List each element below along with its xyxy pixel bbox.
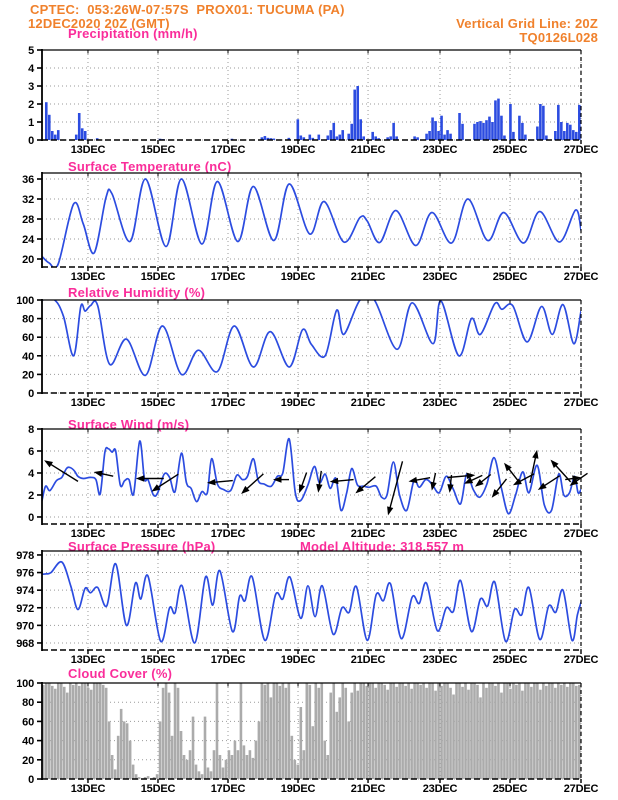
- x-tick-label: 17DEC: [210, 783, 246, 795]
- y-tick-label: 24: [22, 234, 34, 246]
- x-tick-label: 13DEC: [70, 783, 106, 795]
- y-tick-label: 3: [28, 81, 34, 93]
- surface-temperature-series: [42, 179, 581, 268]
- x-tick-label: 27DEC: [563, 271, 599, 283]
- x-tick-label: 15DEC: [140, 654, 176, 666]
- x-tick-label: 17DEC: [210, 654, 246, 666]
- y-tick-label: 4: [28, 63, 34, 75]
- x-tick-label: 23DEC: [422, 783, 458, 795]
- x-tick-label: 19DEC: [280, 528, 316, 540]
- x-tick-label: 17DEC: [210, 528, 246, 540]
- x-tick-label: 27DEC: [563, 144, 599, 156]
- y-tick-label: 60: [22, 332, 34, 345]
- y-tick-label: 28: [22, 214, 34, 226]
- y-tick-label: 40: [22, 735, 34, 748]
- x-tick-label: 27DEC: [563, 397, 599, 409]
- x-tick-label: 15DEC: [140, 271, 176, 283]
- y-tick-label: 8: [28, 424, 34, 436]
- y-tick-label: 80: [22, 697, 34, 710]
- y-tick-label: 978: [16, 549, 34, 562]
- panel-precipitation: [28, 45, 598, 156]
- x-tick-label: 13DEC: [70, 654, 106, 666]
- x-tick-label: 23DEC: [422, 654, 458, 666]
- panel-surface-wind: [28, 424, 598, 540]
- x-tick-label: 17DEC: [210, 271, 246, 283]
- x-tick-label: 27DEC: [563, 528, 599, 540]
- x-tick-label: 17DEC: [210, 144, 246, 156]
- x-tick-label: 25DEC: [492, 654, 528, 666]
- panel-title-surface-temperature: Surface Temperature (nC): [68, 159, 232, 174]
- y-tick-label: 968: [16, 637, 34, 650]
- y-tick-label: 0: [28, 388, 34, 400]
- panel-title-surface-pressure: Surface Pressure (hPa): [68, 539, 216, 554]
- model-altitude-label: Model Altitude: 318.557 m: [300, 539, 465, 554]
- y-tick-label: 0: [28, 774, 34, 786]
- surface-pressure-series: [42, 562, 581, 643]
- x-tick-label: 15DEC: [140, 783, 176, 795]
- y-tick-label: 0: [28, 135, 34, 147]
- cloud-cover-series: [42, 683, 581, 779]
- x-tick-label: 15DEC: [140, 528, 176, 540]
- x-tick-label: 19DEC: [280, 144, 316, 156]
- x-tick-label: 23DEC: [422, 397, 458, 409]
- relative-humidity-series: [42, 295, 581, 376]
- x-tick-label: 17DEC: [210, 397, 246, 409]
- x-tick-label: 13DEC: [70, 528, 106, 540]
- y-tick-label: 20: [22, 369, 34, 382]
- x-tick-label: 15DEC: [140, 397, 176, 409]
- x-tick-label: 21DEC: [350, 397, 386, 409]
- y-tick-label: 100: [16, 678, 34, 690]
- x-tick-label: 21DEC: [350, 783, 386, 795]
- y-tick-label: 60: [22, 716, 34, 729]
- panel-title-surface-wind: Surface Wind (m/s): [68, 417, 190, 432]
- panel-title-relative-humidity: Relative Humidity (%): [68, 285, 206, 300]
- surface-wind-series: [42, 439, 581, 514]
- y-tick-label: 40: [22, 350, 34, 363]
- y-tick-label: 2: [28, 99, 34, 111]
- panel-relative-humidity: [16, 295, 598, 409]
- x-tick-label: 13DEC: [70, 397, 106, 409]
- x-tick-label: 25DEC: [492, 783, 528, 795]
- panel-surface-temperature: [22, 172, 598, 283]
- x-tick-label: 19DEC: [280, 783, 316, 795]
- x-tick-label: 25DEC: [492, 271, 528, 283]
- x-tick-label: 13DEC: [70, 144, 106, 156]
- x-tick-label: 25DEC: [492, 397, 528, 409]
- y-tick-label: 80: [22, 313, 34, 326]
- header-run-datetime: 12DEC2020 20Z (GMT): [28, 16, 170, 31]
- y-tick-label: 20: [22, 254, 34, 266]
- panel-cloud-cover: [16, 678, 598, 795]
- y-tick-label: 974: [16, 585, 34, 598]
- y-tick-label: 5: [28, 45, 34, 57]
- x-tick-label: 21DEC: [350, 271, 386, 283]
- precipitation-series: [45, 86, 581, 140]
- x-tick-label: 21DEC: [350, 654, 386, 666]
- x-tick-label: 23DEC: [422, 271, 458, 283]
- x-tick-label: 27DEC: [563, 654, 599, 666]
- panel-surface-pressure: [16, 550, 598, 666]
- y-tick-label: 36: [22, 174, 34, 186]
- y-tick-label: 972: [16, 602, 34, 615]
- y-tick-label: 0: [28, 511, 34, 524]
- x-tick-label: 13DEC: [70, 271, 106, 283]
- x-tick-label: 27DEC: [563, 783, 599, 795]
- x-tick-label: 19DEC: [280, 271, 316, 283]
- y-tick-label: 970: [16, 620, 34, 633]
- y-tick-label: 20: [22, 754, 34, 767]
- y-tick-label: 4: [28, 467, 34, 480]
- header-vertical-grid-note: Vertical Grid Line: 20Z: [456, 16, 598, 31]
- y-tick-label: 32: [22, 194, 34, 206]
- x-tick-label: 19DEC: [280, 654, 316, 666]
- panel-title-precipitation: Precipitation (mm/h): [68, 26, 198, 41]
- x-tick-label: 25DEC: [492, 144, 528, 156]
- y-tick-label: 1: [28, 117, 34, 129]
- panel-title-cloud-cover: Cloud Cover (%): [68, 666, 173, 681]
- x-tick-label: 23DEC: [422, 144, 458, 156]
- x-tick-label: 23DEC: [422, 528, 458, 540]
- y-tick-label: 6: [28, 445, 34, 458]
- y-tick-label: 2: [28, 489, 34, 502]
- y-tick-label: 976: [16, 567, 34, 580]
- x-tick-label: 25DEC: [492, 528, 528, 540]
- header-station-line: CPTEC: 053:26W-07:57S PROX01: TUCUMA (PA): [30, 2, 345, 17]
- y-tick-label: 100: [16, 295, 34, 307]
- x-tick-label: 21DEC: [350, 528, 386, 540]
- header-model-id: TQ0126L028: [519, 30, 598, 45]
- x-tick-label: 15DEC: [140, 144, 176, 156]
- x-tick-label: 19DEC: [280, 397, 316, 409]
- x-tick-label: 21DEC: [350, 144, 386, 156]
